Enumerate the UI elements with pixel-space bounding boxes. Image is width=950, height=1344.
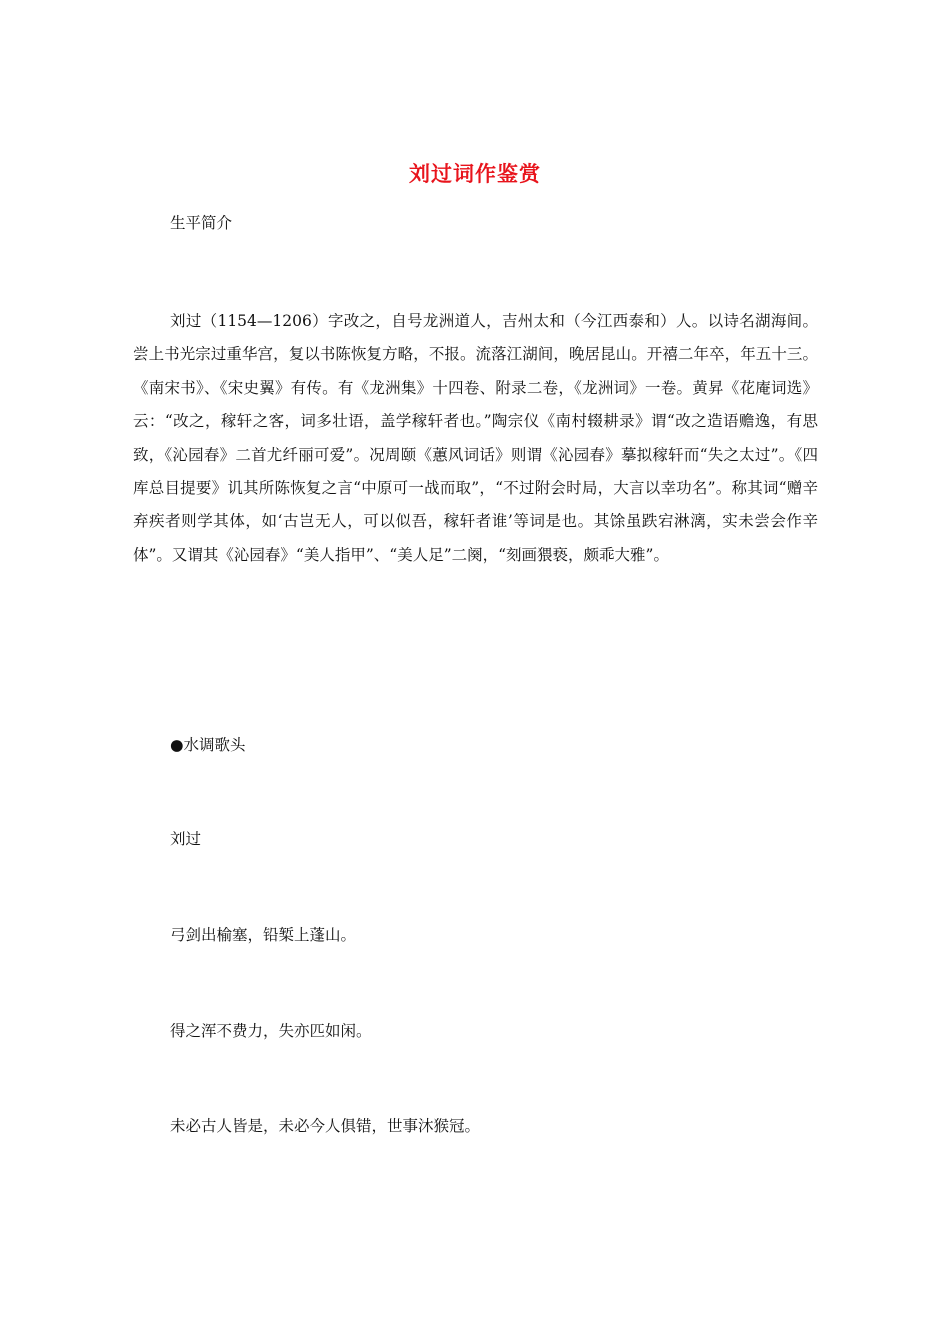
- biography-paragraph: 刘过（1154—1206）字改之，自号龙洲道人，吉州太和（今江西泰和）人。以诗名湖海间。尝上书光宗过重华宫，复以书陈恢复方略，不报。流落江湖间，晚居昆山。开禧二年卒，年五十三。《南宋书》、《宋史翼》有传。有《龙洲集》十四卷、附录二卷，《龙洲词》一卷。黄昇《花庵词选》云：“改之，稼轩之客，词多壮语，盖学稼轩者也。”陶宗仪《南村辍耕录》谓“改之造语赡逸，有思致，《沁园春》二首尤纤丽可爱”。况周颐《蕙风词话》则谓《沁园春》摹拟稼轩而“失之太过”。《四库总目提要》讥其所陈恢复之言“中原可一战而取”，“不过附会时局，大言以幸功名”。称其词“赠辛弃疾者则学其体，如‘古岂无人，可以似吾，稼轩者谁’等词是也。其馀虽跌宕淋漓，实未尝会作辛体”。又谓其《沁园春》“美人指甲”、“美人足”二阕，“刻画猥亵，颇乖大雅”。: [133, 312, 818, 564]
- poem-line: 弓剑出榆塞，铅椠上蓬山。: [170, 926, 357, 944]
- document-title: 刘过词作鉴赏: [409, 162, 541, 186]
- poem-title: ●水调歌头: [170, 736, 246, 754]
- poem-author: 刘过: [170, 830, 202, 848]
- section-heading: 生平简介: [170, 214, 233, 232]
- poem-line: 未必古人皆是，未必今人俱错，世事沐猴冠。: [170, 1117, 481, 1135]
- poem-line: 得之浑不费力，失亦匹如闲。: [170, 1022, 372, 1040]
